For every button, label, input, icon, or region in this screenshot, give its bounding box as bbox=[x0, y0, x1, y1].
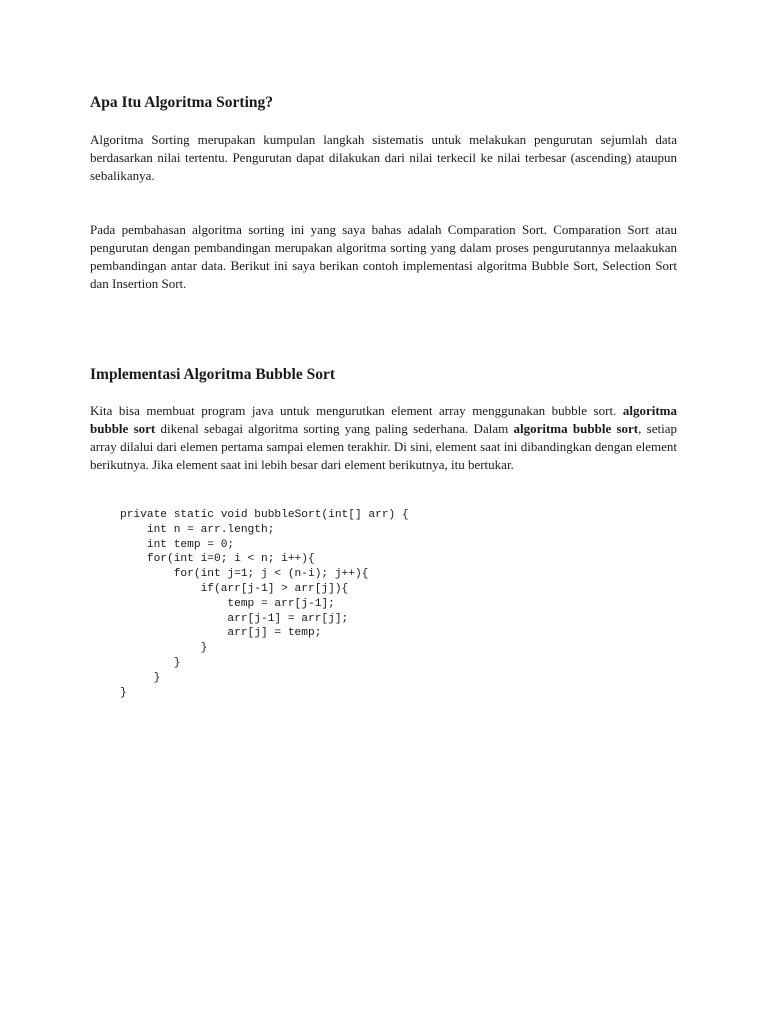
paragraph-text: Pada pembahasan algoritma sorting ini yang saya bahas adalah Comparation Sort. Comparation Sort atau pengurutan dengan pembandingan merupakan algoritma sorting yang dalam proses pengurutannya melaakukan pembandingan antar data. Berikut ini saya berikan contoh implementasi algoritma Bubble Sort, Selection Sort dan Insertion Sort. bbox=[90, 222, 677, 291]
paragraph-text: Algoritma Sorting merupakan kumpulan langkah sistematis untuk melakukan pengurutan sejumlah data berdasarkan nilai tertentu. Pengurutan dapat dilakukan dari nilai terkecil ke nilai terbesar (ascending) ataupun sebalikanya. bbox=[90, 132, 677, 183]
paragraph-comparation-sort bbox=[90, 221, 677, 293]
section-heading-sorting bbox=[90, 93, 677, 113]
heading-apa-itu-sorting: Apa Itu Algoritma Sorting? bbox=[90, 94, 273, 111]
code-block-bubble-sort: private static void bubbleSort(int[] arr) { int n = arr.length; int temp = 0; for(int i=0; i < n; i++){ for(int j=1; j < (n-i); j++){ if(arr[j-1] > arr[j]){ temp = arr[j-1]; arr[j-1] = arr[j]; arr[j] = temp; } } } } bbox=[120, 509, 409, 699]
heading-implementasi-bubble-sort: Implementasi Algoritma Bubble Sort bbox=[90, 366, 335, 383]
bold-term: algoritma bubble sort bbox=[90, 403, 677, 436]
paragraph-bubble-sort-intro bbox=[90, 402, 677, 474]
section-heading-bubble-sort bbox=[90, 365, 677, 385]
paragraph-sorting-definition bbox=[90, 131, 677, 185]
text-run: , setiap array dilalui dari elemen pertama sampai elemen terakhir. Di sini, element saat ini dibandingkan dengan element berikutnya. Jika element saat ini lebih besar dari element berikutnya, itu bertukar. bbox=[90, 421, 677, 472]
text-run: Kita bisa membuat program java untuk mengurutkan element array menggunakan bubble sort. bbox=[90, 403, 623, 418]
paragraph-text bbox=[90, 402, 677, 474]
text-run: dikenal sebagai algoritma sorting yang paling sederhana. Dalam bbox=[155, 421, 514, 436]
bold-term: algoritma bubble sort bbox=[513, 421, 639, 436]
